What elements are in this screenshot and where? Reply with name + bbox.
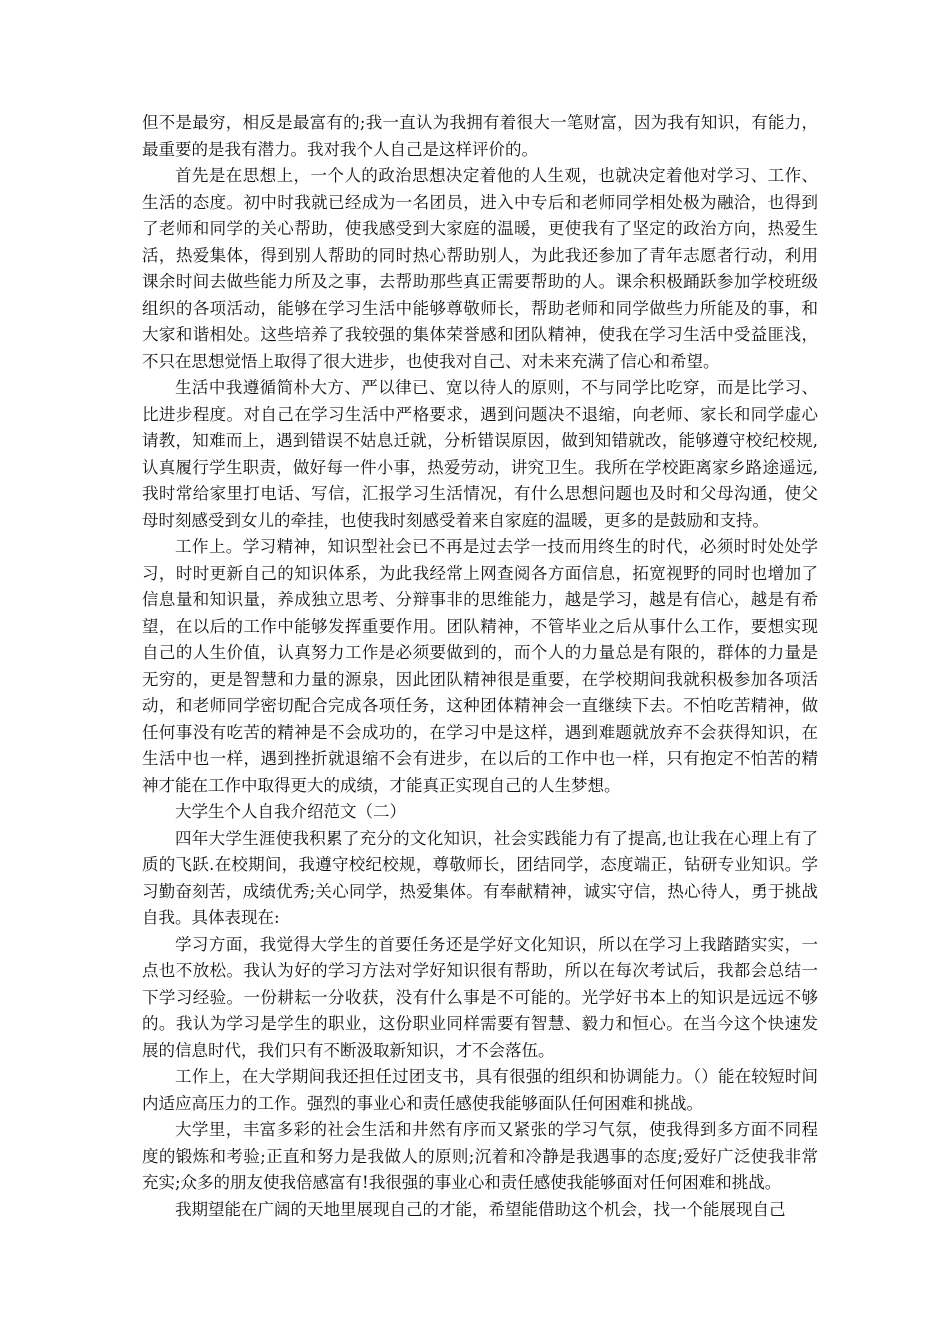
paragraph-10: 我期望能在广阔的天地里展现自己的才能，希望能借助这个机会，找一个能展现自己 bbox=[175, 1199, 786, 1219]
paragraph-4: 工作上。学习精神，知识型社会已不再是过去学一技而用终生的时代，必须时时处处学习，时时更新自己的知识体系，为此我经常上网查阅各方面信息，拓宽视野的同时也增加了信息量和知识量，养成独立思考、分辩事非的思维能力，越是学习，越是有信心，越是有希望，在以后的工作中能够发挥重要作用。团队精神，不管毕业之后从事什么工作，要想实现自己的人生价值，认真努力工作是必须要做到的，而个人的力量总是有限的，群体的力量是无穷的，更是智慧和力量的源泉，因此团队精神很是重要，在学校期间我就积极参加各项活动，和老师同学密切配合完成各项任务，这种团体精神会一直继续下去。不怕吃苦精神，做任何事没有吃苦的精神是不会成功的，在学习中是这样，遇到难题就放弃不会获得知识，在生活中也一样，遇到挫折就退缩不会有进步，在以后的工作中也一样，只有抱定不怕苦的精神才能在工作中取得更大的成绩，才能真正实现自己的人生梦想。 bbox=[142, 537, 818, 795]
paragraph-3: 生活中我遵循简朴大方、严以律已、宽以待人的原则，不与同学比吃穿，而是比学习、比进步程度。对自己在学习生活中严格要求，遇到问题决不退缩，向老师、家长和同学虚心请教，知难而上，遇到错误不姑息迁就，分析错误原因，做到知错就改，能够遵守校纪校规,认真履行学生职责，做好每一件小事，热爱劳动，讲究卫生。我所在学校距离家乡路途遥远,我时常给家里打电话、写信，汇报学习生活情况，有什么思想问题也及时和父母沟通，使父母时刻感受到女儿的牵挂，也使我时刻感受着来自家庭的温暖，更多的是鼓励和支持。 bbox=[142, 378, 818, 530]
paragraph-1: 但不是最穷，相反是最富有的;我一直认为我拥有着很大一笔财富，因为我有知识，有能力，最重要的是我有潜力。我对我个人自己是这样评价的。 bbox=[142, 113, 818, 159]
document-body bbox=[142, 110, 818, 1223]
paragraph-2: 首先是在思想上，一个人的政治思想决定着他的人生观，也就决定着他对学习、工作、生活的态度。初中时我就已经成为一名团员，进入中专后和老师同学相处极为融洽，也得到了老师和同学的关心帮助，使我感受到大家庭的温暖，更使我有了坚定的政治方向，热爱生活，热爱集体，得到别人帮助的同时热心帮助别人，为此我还参加了青年志愿者行动，利用课余时间去做些能力所及之事，去帮助那些真正需要帮助的人。课余积极踊跃参加学校班级组织的各项活动，能够在学习生活中能够尊敬师长，帮助老师和同学做些力所能及的事，和大家和谐相处。这些培养了我较强的集体荣誉感和团队精神，使我在学习生活中受益匪浅，不只在思想觉悟上取得了很大进步，也使我对自己、对未来充满了信心和希望。 bbox=[142, 166, 818, 371]
section-heading: 大学生个人自我介绍范文（二） bbox=[175, 802, 406, 821]
paragraph-8: 工作上，在大学期间我还担任过团支书，具有很强的组织和协调能力。（）能在较短时间内适应高压力的工作。强烈的事业心和责任感使我能够面队任何困难和挑战。 bbox=[142, 1067, 818, 1113]
paragraph-6: 四年大学生涯使我积累了充分的文化知识，社会实践能力有了提高,也让我在心理上有了质的飞跃.在校期间，我遵守校纪校规，尊敬师长，团结同学，态度端正，钻研专业知识。学习勤奋刻苦，成绩优秀;关心同学，热爱集体。有奉献精神，诚实守信，热心待人，勇于挑战自我。具体表现在: bbox=[142, 828, 818, 927]
paragraph-7: 学习方面，我觉得大学生的首要任务还是学好文化知识，所以在学习上我踏踏实实，一点也不放松。我认为好的学习方法对学好知识很有帮助，所以在每次考试后，我都会总结一下学习经验。一份耕耘一分收获，没有什么事是不可能的。光学好书本上的知识是远远不够的。我认为学习是学生的职业，这份职业同样需要有智慧、毅力和恒心。在当今这个快速发展的信息时代，我们只有不断汲取新知识，才不会落伍。 bbox=[142, 934, 818, 1060]
paragraph-9: 大学里，丰富多彩的社会生活和井然有序而又紧张的学习气氛，使我得到多方面不同程度的锻炼和考验;正直和努力是我做人的原则;沉着和冷静是我遇事的态度;爱好广泛使我非常充实;众多的朋友使我倍感富有!我很强的事业心和责任感使我能够面对任何困难和挑战。 bbox=[142, 1120, 818, 1192]
